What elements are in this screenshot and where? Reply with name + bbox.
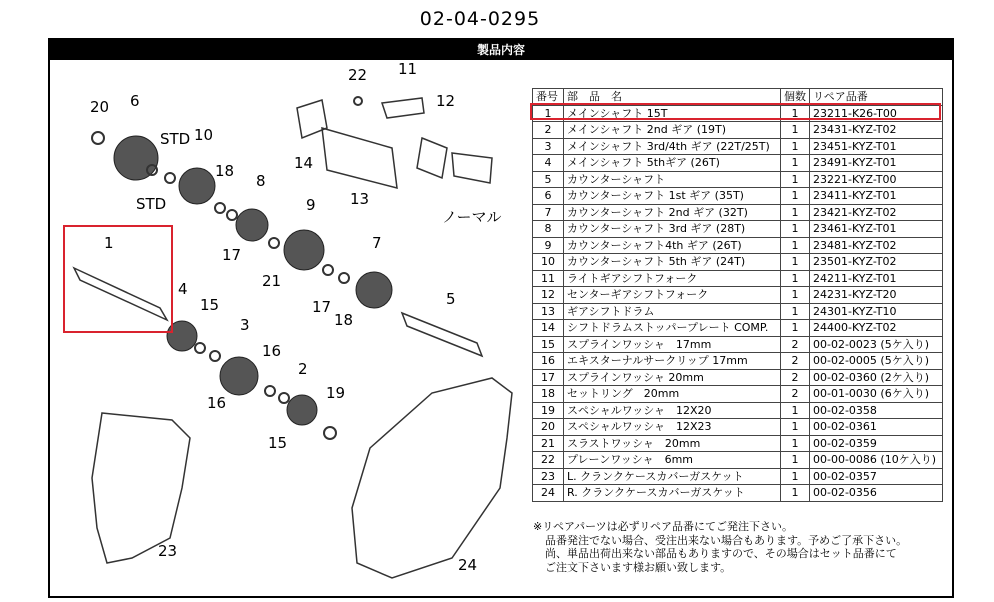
callout-15: 15 xyxy=(200,296,220,314)
cell-quantity: 1 xyxy=(781,254,810,271)
cell-part-name: カウンターシャフト 3rd ギア (28T) xyxy=(564,221,781,238)
table-row xyxy=(533,353,943,370)
washer-20-shape xyxy=(92,132,104,144)
cell-repair-code: 24231-KYZ-T20 xyxy=(810,287,943,304)
cell-part-name: カウンターシャフト 1st ギア (35T) xyxy=(564,188,781,205)
shift-drum-shape xyxy=(322,128,397,188)
gear-10-shape xyxy=(179,168,215,204)
callout-18b: 18 xyxy=(334,311,354,329)
cell-number: 14 xyxy=(533,320,564,337)
cell-number: 12 xyxy=(533,287,564,304)
table-row xyxy=(533,221,943,238)
col-header-repair-code: リペア品番 xyxy=(810,89,943,106)
cell-number: 4 xyxy=(533,155,564,172)
diagram-callouts xyxy=(90,60,502,574)
cell-part-name: メインシャフト 3rd/4th ギア (22T/25T) xyxy=(564,138,781,155)
fork-12-shape xyxy=(417,138,447,178)
cell-part-name: センターギアシフトフォーク xyxy=(564,287,781,304)
callout-14: 14 xyxy=(294,154,314,172)
table-row xyxy=(533,237,943,254)
cell-number: 5 xyxy=(533,171,564,188)
cell-repair-code: 23501-KYZ-T02 xyxy=(810,254,943,271)
callout-5: 5 xyxy=(446,290,456,308)
cell-part-name: スプラインワッシャ 20mm xyxy=(564,369,781,386)
cell-quantity: 1 xyxy=(781,171,810,188)
table-row xyxy=(533,468,943,485)
cell-repair-code: 24301-KYZ-T10 xyxy=(810,303,943,320)
counter-shaft-shape xyxy=(402,313,482,356)
document-id: 02-04-0295 xyxy=(419,8,541,30)
table-row xyxy=(533,435,943,452)
cell-quantity: 1 xyxy=(781,155,810,172)
gasket-right-shape xyxy=(352,378,512,578)
table-row xyxy=(533,122,943,139)
cell-repair-code: 00-02-0361 xyxy=(810,419,943,436)
parts-list-table xyxy=(532,88,943,502)
cell-quantity: 1 xyxy=(781,452,810,469)
frame-header-title: 製品内容 xyxy=(50,40,952,60)
table-row xyxy=(533,188,943,205)
cell-part-name: メインシャフト 5thギア (26T) xyxy=(564,155,781,172)
callout-7: 7 xyxy=(372,234,382,252)
callout-15b: 15 xyxy=(268,434,288,452)
cell-number: 16 xyxy=(533,353,564,370)
cell-quantity: 1 xyxy=(781,138,810,155)
cell-repair-code: 00-02-0358 xyxy=(810,402,943,419)
col-header-part-name: 部 品 名 xyxy=(564,89,781,106)
cell-quantity: 1 xyxy=(781,237,810,254)
cell-quantity: 2 xyxy=(781,353,810,370)
main-shaft-shape xyxy=(74,268,167,320)
cell-repair-code: 00-02-0359 xyxy=(810,435,943,452)
cell-quantity: 1 xyxy=(781,204,810,221)
washer-22-shape xyxy=(354,97,362,105)
callout-3: 3 xyxy=(240,316,250,334)
cell-number: 6 xyxy=(533,188,564,205)
col-header-quantity: 個数 xyxy=(781,89,810,106)
cell-repair-code: 23221-KYZ-T00 xyxy=(810,171,943,188)
note-line-2: 品番発注でない場合、受注出来ない場合もあります。予めご了承下さい。 xyxy=(545,533,908,547)
cell-repair-code: 00-02-0023 (5ケ入り) xyxy=(810,336,943,353)
cell-number: 20 xyxy=(533,419,564,436)
washer-19-shape xyxy=(324,427,336,439)
table-row xyxy=(533,485,943,502)
cell-quantity: 1 xyxy=(781,468,810,485)
table-row xyxy=(533,336,943,353)
cell-repair-code: 23411-KYZ-T01 xyxy=(810,188,943,205)
cell-number: 2 xyxy=(533,122,564,139)
callout-16b: 16 xyxy=(207,394,227,412)
cell-quantity: 2 xyxy=(781,369,810,386)
gear-3-shape xyxy=(220,357,258,395)
washer-21-shape xyxy=(269,238,279,248)
cell-part-name: R. クランクケースカバーガスケット xyxy=(564,485,781,502)
gasket-left-shape xyxy=(92,413,190,563)
gear-7-shape xyxy=(356,272,392,308)
table-row xyxy=(533,369,943,386)
cell-quantity: 2 xyxy=(781,386,810,403)
callout-18: 18 xyxy=(215,162,235,180)
washer-17b-shape xyxy=(323,265,333,275)
cell-repair-code: 23421-KYZ-T02 xyxy=(810,204,943,221)
row-1-highlight-box xyxy=(530,103,941,120)
cell-repair-code: 23431-KYZ-T02 xyxy=(810,122,943,139)
cell-part-name: スペシャルワッシャ 12X23 xyxy=(564,419,781,436)
cell-repair-code: 00-02-0360 (2ケ入り) xyxy=(810,369,943,386)
callout-1: 1 xyxy=(104,234,114,252)
cell-number: 8 xyxy=(533,221,564,238)
callout-17b: 17 xyxy=(312,298,332,316)
cell-quantity: 1 xyxy=(781,221,810,238)
cell-part-name: ライトギアシフトフォーク xyxy=(564,270,781,287)
cell-part-name: シフトドラムストッパープレート COMP. xyxy=(564,320,781,337)
callout-24: 24 xyxy=(458,556,478,574)
cell-part-name: カウンターシャフト xyxy=(564,171,781,188)
cell-part-name: プレーンワッシャ 6mm xyxy=(564,452,781,469)
washer-std2-shape xyxy=(165,173,175,183)
parts-exploded-diagram xyxy=(52,58,522,598)
cell-repair-code: 23481-KYZ-T02 xyxy=(810,237,943,254)
gear-2-shape xyxy=(287,395,317,425)
cell-number: 15 xyxy=(533,336,564,353)
cell-repair-code: 24211-KYZ-T01 xyxy=(810,270,943,287)
cell-repair-code: 00-02-0005 (5ケ入り) xyxy=(810,353,943,370)
callout-10: 10 xyxy=(194,126,214,144)
cell-part-name: L. クランクケースカバーガスケット xyxy=(564,468,781,485)
cell-part-name: スラストワッシャ 20mm xyxy=(564,435,781,452)
cell-repair-code: 00-02-0356 xyxy=(810,485,943,502)
callout-11: 11 xyxy=(398,60,418,78)
callout-13: 13 xyxy=(350,190,370,208)
callout-8: 8 xyxy=(256,172,266,190)
cell-part-name: カウンターシャフト 5th ギア (24T) xyxy=(564,254,781,271)
cell-part-name: カウンターシャフト4th ギア (26T) xyxy=(564,237,781,254)
table-row xyxy=(533,386,943,403)
table-row xyxy=(533,287,943,304)
cell-number: 1 xyxy=(533,105,564,122)
table-row xyxy=(533,320,943,337)
callout-20: 20 xyxy=(90,98,110,116)
callout-12: 12 xyxy=(436,92,456,110)
washer-16b-shape xyxy=(265,386,275,396)
callout-23: 23 xyxy=(158,542,178,560)
table-row xyxy=(533,138,943,155)
order-notes xyxy=(533,520,907,574)
table-row xyxy=(533,204,943,221)
cell-number: 23 xyxy=(533,468,564,485)
callout-normal: ノーマル xyxy=(442,208,502,226)
cell-part-name: メインシャフト 15T xyxy=(564,105,781,122)
cell-number: 7 xyxy=(533,204,564,221)
gear-9-shape xyxy=(284,230,324,270)
cell-quantity: 2 xyxy=(781,336,810,353)
cell-number: 22 xyxy=(533,452,564,469)
cell-quantity: 1 xyxy=(781,122,810,139)
cell-quantity: 1 xyxy=(781,435,810,452)
table-row xyxy=(533,452,943,469)
callout-std-top: STD xyxy=(160,130,191,148)
washer-16-shape xyxy=(210,351,220,361)
cell-quantity: 1 xyxy=(781,402,810,419)
callout-9: 9 xyxy=(306,196,316,214)
callout-2: 2 xyxy=(298,360,308,378)
callout-std-bottom: STD xyxy=(136,195,167,213)
table-row xyxy=(533,254,943,271)
gear-6-shape xyxy=(114,136,158,180)
cell-number: 11 xyxy=(533,270,564,287)
cell-number: 10 xyxy=(533,254,564,271)
cell-quantity: 1 xyxy=(781,485,810,502)
cell-quantity: 1 xyxy=(781,303,810,320)
cell-number: 9 xyxy=(533,237,564,254)
cell-part-name: ギアシフトドラム xyxy=(564,303,781,320)
cell-repair-code: 23461-KYZ-T01 xyxy=(810,221,943,238)
cell-number: 17 xyxy=(533,369,564,386)
table-row xyxy=(533,303,943,320)
cell-number: 13 xyxy=(533,303,564,320)
callout-21: 21 xyxy=(262,272,282,290)
fork-11-shape xyxy=(382,98,424,118)
callout-22: 22 xyxy=(348,66,368,84)
cell-repair-code: 00-00-0086 (10ケ入り) xyxy=(810,452,943,469)
cell-repair-code: 23451-KYZ-T01 xyxy=(810,138,943,155)
col-header-number: 番号 xyxy=(533,89,564,106)
note-line-3: 尚、単品出荷出来ない部品もありますので、その場合はセット品番にて xyxy=(545,547,897,560)
cell-quantity: 1 xyxy=(781,270,810,287)
gear-8-shape xyxy=(236,209,268,241)
fork-normal-shape xyxy=(452,153,492,183)
cell-part-name: スペシャルワッシャ 12X20 xyxy=(564,402,781,419)
diagram-svg xyxy=(52,58,522,598)
cell-repair-code: 00-02-0357 xyxy=(810,468,943,485)
cell-part-name: セットリング 20mm xyxy=(564,386,781,403)
washer-17-shape xyxy=(227,210,237,220)
table-row xyxy=(533,419,943,436)
washer-18b-shape xyxy=(339,273,349,283)
cell-repair-code: 24400-KYZ-T02 xyxy=(810,320,943,337)
table-body xyxy=(533,105,943,501)
note-line-1: ※リペアパーツは必ずリペア品番にてご発注下さい。 xyxy=(533,520,794,533)
washer-18-shape xyxy=(215,203,225,213)
callout-17: 17 xyxy=(222,246,242,264)
callout-19: 19 xyxy=(326,384,346,402)
cell-number: 18 xyxy=(533,386,564,403)
cell-number: 21 xyxy=(533,435,564,452)
table-row xyxy=(533,402,943,419)
cell-number: 3 xyxy=(533,138,564,155)
cell-part-name: エキスターナルサークリップ 17mm xyxy=(564,353,781,370)
cell-quantity: 1 xyxy=(781,287,810,304)
table-row xyxy=(533,270,943,287)
washer-15-shape xyxy=(195,343,205,353)
cell-part-name: スプラインワッシャ 17mm xyxy=(564,336,781,353)
cell-part-name: カウンターシャフト 2nd ギア (32T) xyxy=(564,204,781,221)
note-line-4: ご注文下さいます様お願い致します。 xyxy=(545,560,732,574)
cell-repair-code: 23211-K26-T00 xyxy=(810,105,943,122)
cell-repair-code: 23491-KYZ-T01 xyxy=(810,155,943,172)
cell-number: 24 xyxy=(533,485,564,502)
callout-6: 6 xyxy=(130,92,140,110)
washer-15b-shape xyxy=(279,393,289,403)
cell-part-name: メインシャフト 2nd ギア (19T) xyxy=(564,122,781,139)
cell-quantity: 1 xyxy=(781,188,810,205)
table-row xyxy=(533,171,943,188)
cell-number: 19 xyxy=(533,402,564,419)
cell-quantity: 1 xyxy=(781,320,810,337)
callout-16: 16 xyxy=(262,342,282,360)
cell-quantity: 1 xyxy=(781,105,810,122)
table-row xyxy=(533,155,943,172)
callout-4: 4 xyxy=(178,280,188,298)
cell-quantity: 1 xyxy=(781,419,810,436)
cell-repair-code: 00-01-0030 (6ケ入り) xyxy=(810,386,943,403)
